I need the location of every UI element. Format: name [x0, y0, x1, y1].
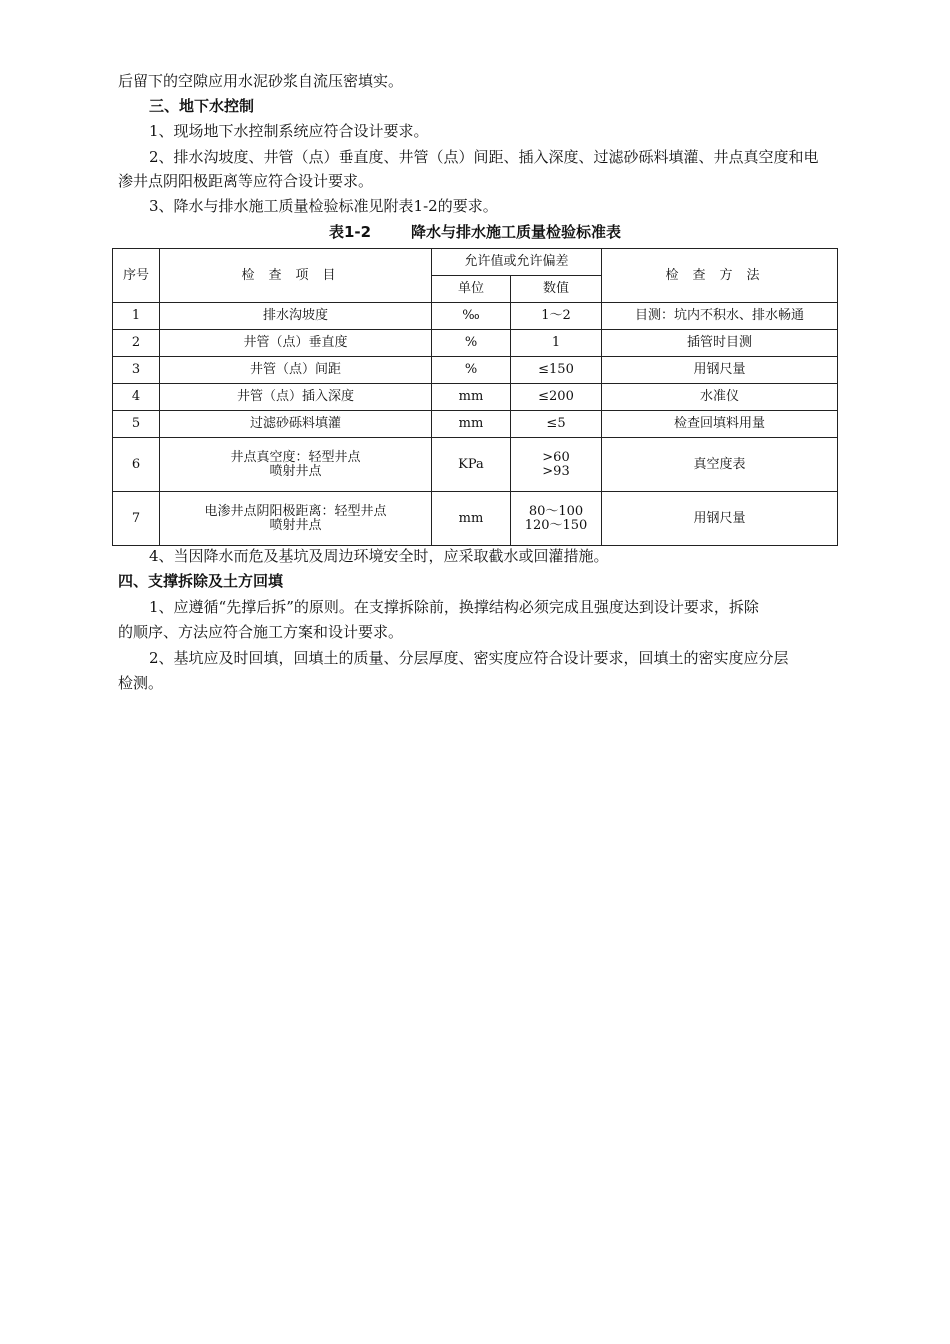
cell-value — [511, 438, 602, 492]
cell-method: 水准仪 — [602, 384, 838, 411]
cell-item: 井管（点）垂直度 — [160, 330, 432, 357]
cell-unit: % — [432, 330, 511, 357]
cell-unit: mm — [432, 384, 511, 411]
cell-unit: % — [432, 357, 511, 384]
section-heading-groundwater: 三、地下水控制 — [149, 97, 255, 115]
paragraph-item-2-line-2: 渗井点阴阳极距离等应符合设计要求。 — [118, 172, 374, 190]
cell-seq: 5 — [113, 411, 160, 438]
table-caption-number: 表1-2 — [328, 223, 372, 241]
cell-unit: ‰ — [432, 303, 511, 330]
cell-item-line-2: 喷射井点 — [269, 517, 322, 533]
cell-method: 用钢尺量 — [602, 492, 838, 546]
cell-unit: KPa — [432, 438, 511, 492]
cell-item-line-1: 电渗井点阴阳极距离：轻型井点 — [204, 503, 387, 519]
table-caption-title: 降水与排水施工质量检验标准表 — [411, 223, 622, 241]
cell-value-line-2: 120～150 — [524, 517, 588, 533]
header-tolerance: 允许值或允许偏差 — [432, 249, 602, 276]
cell-value: 1 — [511, 330, 602, 357]
cell-seq: 7 — [113, 492, 160, 546]
section-heading-support-removal: 四、支撑拆除及土方回填 — [118, 572, 284, 590]
table-row — [113, 384, 838, 411]
header-value: 数值 — [511, 276, 602, 303]
cell-method: 用钢尺量 — [602, 357, 838, 384]
quality-standard-table — [112, 248, 838, 546]
cell-value — [511, 492, 602, 546]
cell-item — [160, 438, 432, 492]
cell-seq: 1 — [113, 303, 160, 330]
header-item: 检查项目 — [160, 249, 432, 303]
table-header-row — [113, 249, 838, 276]
paragraph-support-2-line-1: 2、基坑应及时回填，回填土的质量、分层厚度、密实度应符合设计要求，回填土的密实度应分层 — [149, 649, 789, 667]
cell-item-line-2: 喷射井点 — [269, 463, 322, 479]
table-row — [113, 357, 838, 384]
table-caption — [0, 221, 950, 242]
cell-item: 井管（点）间距 — [160, 357, 432, 384]
cell-method: 目测：坑内不积水、排水畅通 — [602, 303, 838, 330]
table-row — [113, 330, 838, 357]
table-row — [113, 303, 838, 330]
paragraph-support-1-line-1: 1、应遵循“先撑后拆”的原则。在支撑拆除前，换撑结构必须完成且强度达到设计要求，拆除 — [149, 598, 759, 616]
cell-value: ≤5 — [511, 411, 602, 438]
cell-method: 插管时目测 — [602, 330, 838, 357]
cell-seq: 2 — [113, 330, 160, 357]
table-row — [113, 411, 838, 438]
cell-unit: mm — [432, 492, 511, 546]
cell-value: 1～2 — [511, 303, 602, 330]
header-method: 检查方法 — [602, 249, 838, 303]
cell-unit: mm — [432, 411, 511, 438]
header-unit: 单位 — [432, 276, 511, 303]
cell-value-line-2: >93 — [542, 463, 570, 479]
cell-value-line-1: >60 — [542, 449, 570, 465]
cell-item: 排水沟坡度 — [160, 303, 432, 330]
paragraph-item-1: 1、现场地下水控制系统应符合设计要求。 — [149, 122, 429, 140]
cell-seq: 4 — [113, 384, 160, 411]
cell-item-line-1: 井点真空度：轻型井点 — [230, 449, 361, 465]
cell-method: 检查回填料用量 — [602, 411, 838, 438]
cell-value: ≤200 — [511, 384, 602, 411]
header-seq: 序号 — [113, 249, 160, 303]
paragraph-continuation: 后留下的空隙应用水泥砂浆自流压密填实。 — [118, 72, 404, 90]
paragraph-item-4: 4、当因降水而危及基坑及周边环境安全时，应采取截水或回灌措施。 — [149, 547, 609, 565]
cell-method: 真空度表 — [602, 438, 838, 492]
cell-seq: 3 — [113, 357, 160, 384]
paragraph-item-2-line-1: 2、排水沟坡度、井管（点）垂直度、井管（点）间距、插入深度、过滤砂砾料填灌、井点真空度和电 — [149, 148, 819, 166]
table-row — [113, 492, 838, 546]
cell-item: 井管（点）插入深度 — [160, 384, 432, 411]
cell-seq: 6 — [113, 438, 160, 492]
table-row — [113, 438, 838, 492]
cell-item: 过滤砂砾料填灌 — [160, 411, 432, 438]
cell-value: ≤150 — [511, 357, 602, 384]
paragraph-support-2-line-2: 检测。 — [118, 674, 164, 692]
paragraph-item-3: 3、降水与排水施工质量检验标准见附表1-2的要求。 — [149, 197, 498, 215]
cell-item — [160, 492, 432, 546]
cell-value-line-1: 80～100 — [528, 503, 584, 519]
paragraph-support-1-line-2: 的顺序、方法应符合施工方案和设计要求。 — [118, 623, 404, 641]
